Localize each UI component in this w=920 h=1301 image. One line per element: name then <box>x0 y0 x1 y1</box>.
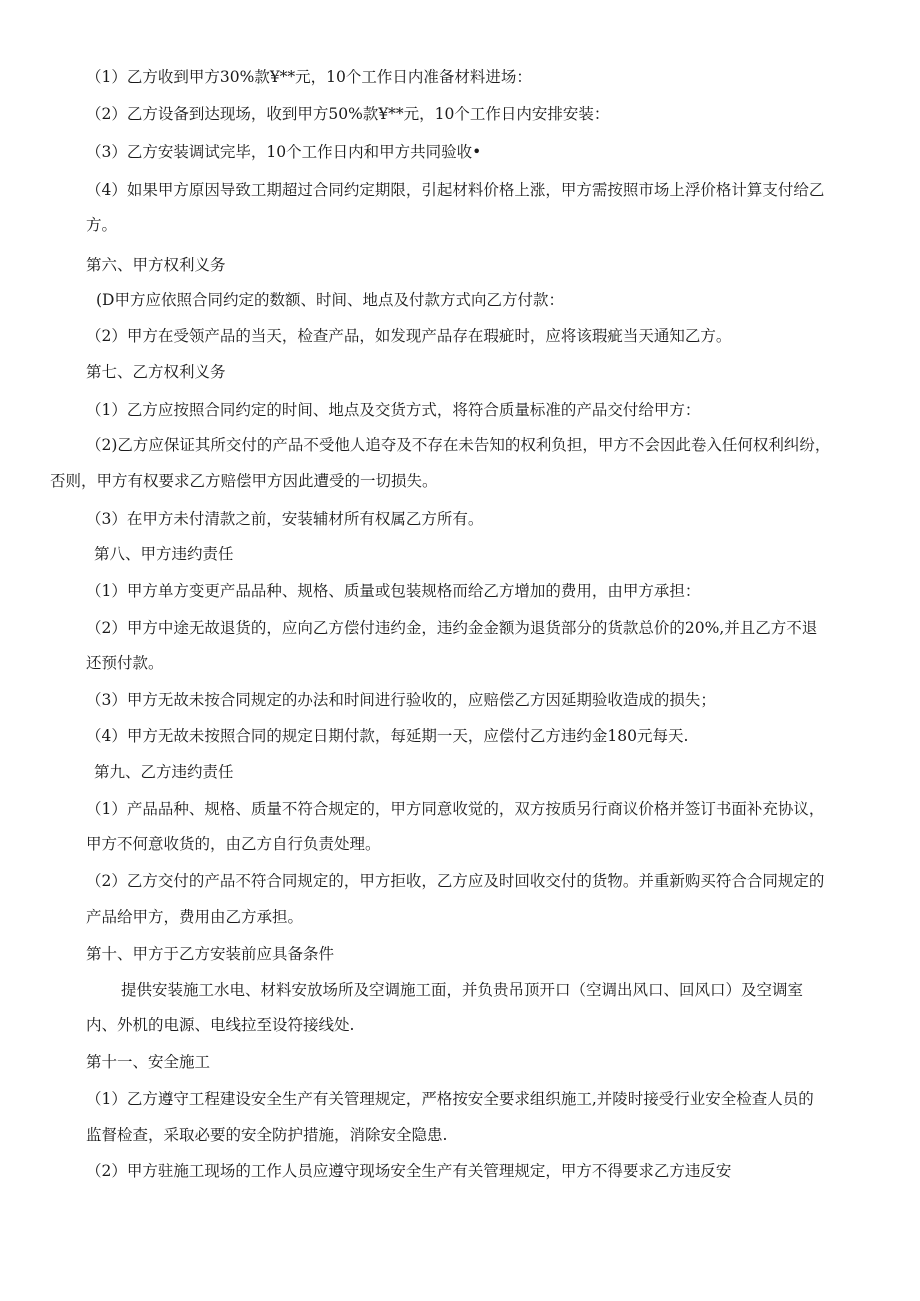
clause-8-item-3: （3）甲方无故未按合同规定的办法和时间进行验收的，应赔偿乙方因延期验收造成的损失； <box>86 691 716 709</box>
clause-7-item-2: （2)乙方应保证其所交付的产品不受他人追夺及不存在未告知的权利负担，甲方不会因此卷入任何权利纠纷， <box>86 436 831 454</box>
clause-8-item-1: （1）甲方单方变更产品品种、规格、质量或包装规格而给乙方增加的费用，由甲方承担： <box>86 582 701 600</box>
clause-5-item-4: （4）如果甲方原因导致工期超过合同约定期限，引起材料价格上涨，甲方需按照市场上浮价格计算支付给乙 <box>86 181 825 199</box>
clause-7-item-3: （3）在甲方未付清款之前，安装辅材所有权属乙方所有。 <box>86 510 484 528</box>
clause-11-item-2: （2）甲方驻施工现场的工作人员应遵守现场安全生产有关管理规定，甲方不得要求乙方违反安 <box>86 1162 732 1180</box>
clause-10-body: 提供安装施工水电、材料安放场所及空调施工面，并负贵吊顶开口（空调出风口、回风口）及空调室 <box>121 981 804 999</box>
clause-10-body-cont: 内、外机的电源、电线拉至设符接线处. <box>86 1016 355 1034</box>
clause-11-item-1-cont: 监督检查，采取必要的安全防护措施，消除安全隐患. <box>86 1126 448 1144</box>
clause-8-item-2: （2）甲方中途无故退货的，应向乙方偿付违约金，违约金金额为退货部分的货款总价的20%,并且乙方不退 <box>86 619 818 637</box>
clause-9-item-1: （1）产品品种、规格、质量不符合规定的，甲方同意收觉的，双方按质另行商议价格并签订书面补充协议， <box>86 800 825 818</box>
section-heading-8: 第八、甲方违约责任 <box>94 545 234 563</box>
clause-6-item-1: (D甲方应依照合同约定的数额、时间、地点及付款方式向乙方付款： <box>96 291 564 309</box>
section-heading-6: 第六、甲方权利义务 <box>86 256 226 274</box>
clause-7-item-1: （1）乙方应按照合同约定的时间、地点及交货方式，将符合质量标准的产品交付给甲方： <box>86 401 701 419</box>
clause-7-item-2-cont: 否则，甲方有权要求乙方赔偿甲方因此遭受的一切损失。 <box>50 472 438 490</box>
section-heading-7: 第七、乙方权利义务 <box>86 363 226 381</box>
section-heading-11: 第十一、安全施工 <box>86 1053 211 1071</box>
section-heading-10: 第十、甲方于乙方安装前应具备条件 <box>86 945 335 963</box>
clause-6-item-2: （2）甲方在受领产品的当天，检查产品，如发现产品存在瑕疵时，应将该瑕疵当天通知乙方。 <box>86 327 732 345</box>
section-heading-9: 第九、乙方违约责任 <box>94 763 234 781</box>
clause-5-item-2: （2）乙方设备到达现场，收到甲方50%款¥**元，10个工作日内安排安装： <box>86 105 610 123</box>
clause-9-item-1-cont: 甲方不何意收货的，由乙方自行负责处理。 <box>86 835 381 853</box>
clause-9-item-2-cont: 产品给甲方，费用由乙方承担。 <box>86 908 304 926</box>
clause-8-item-4: （4）甲方无故未按照合同的规定日期付款，每延期一天，应偿付乙方违约金180元每天. <box>86 727 689 745</box>
clause-5-item-4-cont: 方。 <box>86 216 118 234</box>
clause-8-item-2-cont: 还预付款。 <box>86 654 164 672</box>
clause-5-item-3: （3）乙方安装调试完毕，10个工作日内和甲方共同验收• <box>86 143 482 161</box>
clause-9-item-2: （2）乙方交付的产品不符合同规定的，甲方拒收，乙方应及时回收交付的货物。并重新购买符合合同规定的 <box>86 872 825 890</box>
clause-11-item-1: （1）乙方遵守工程建设安全生产有关管理规定，严格按安全要求组织施工,并陵时接受行业安全检查人员的 <box>86 1090 814 1108</box>
clause-5-item-1: （1）乙方收到甲方30%款¥**元，10个工作日内准备材料进场： <box>86 68 532 86</box>
